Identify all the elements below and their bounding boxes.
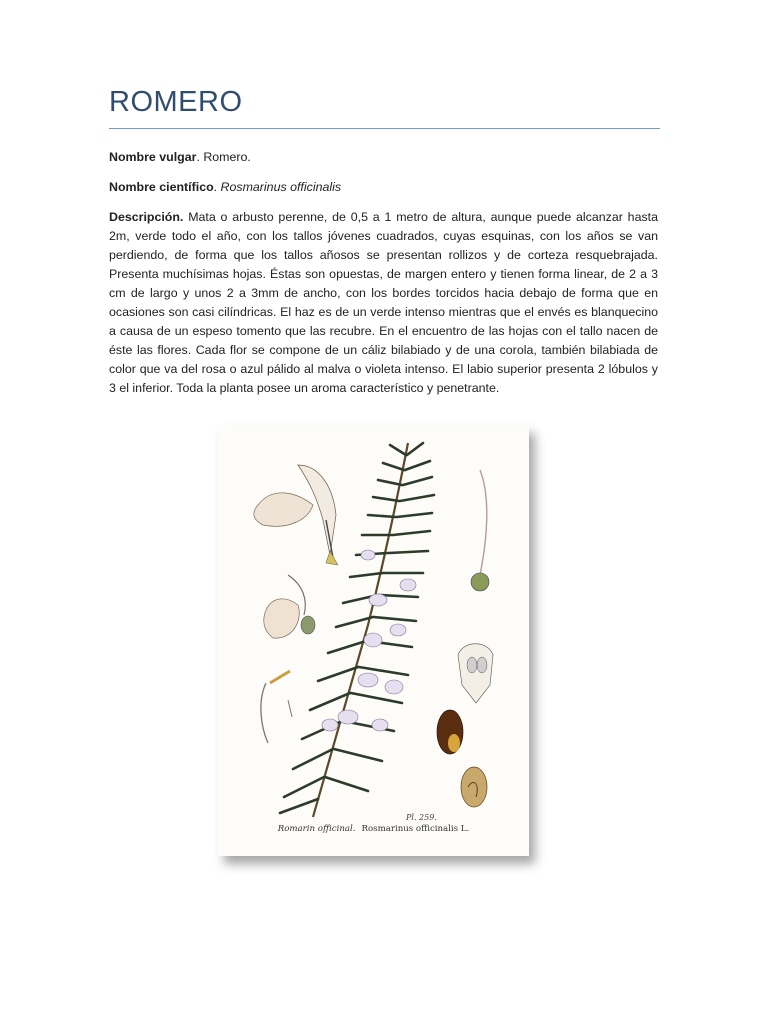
- description-paragraph: [109, 208, 658, 398]
- vulgar-name-label: Nombre vulgar: [109, 150, 197, 164]
- figure-caption: [218, 824, 529, 834]
- title-underline: [109, 128, 660, 129]
- scientific-name-paragraph: Nombre científico. Rosmarinus officinalis: [109, 180, 342, 194]
- page-title: ROMERO: [109, 86, 243, 118]
- caption-latin-name: Rosmarinus officinalis L.: [361, 824, 470, 834]
- vulgar-name-paragraph: [109, 148, 658, 167]
- description-label: Descripción.: [109, 210, 184, 224]
- vulgar-name-value: . Romero.: [196, 150, 251, 164]
- scientific-name-label: Nombre científico: [109, 180, 214, 194]
- botanical-plate-drawing: [218, 425, 529, 856]
- caption-french-name: Romarin officinal.: [277, 824, 356, 834]
- rosemary-botanical-illustration: [218, 425, 529, 856]
- description-text: Mata o arbusto perenne, de 0,5 a 1 metro de altura, aunque puede alcanzar hasta 2m, verde todo el año, con los tallos jóvenes cuadrados, cuyas esquinas, con los años se van perdiendo, de forma que los tallos añosos se presentan rollizos y de corteza resquebrajada. Presenta muchísimas hojas. Éstas son opuestas, de margen entero y tienen forma linear, de 2 a 3 cm de largo y unos 2 a 3mm de ancho, con los bordes torcidos hacia debajo de forma que en ocasiones son casi cilíndricas. El haz es de un verde intenso mientras que el envés es blanquecino a causa de un espeso tomento que las recubre. En el encuentro de las hojas con el tallo nacen de éste las flores. Cada flor se compone de un cáliz bilabiado y de una corola, también bilabiada de color que va del rosa o azul pálido al malva o violeta intenso. El labio superior presenta 2 lóbulos y 3 el inferior. Toda la planta posee un aroma característico y penetrante.: [109, 210, 658, 395]
- scientific-name-value: Rosmarinus officinalis: [220, 180, 342, 194]
- plate-number: Pl. 259.: [406, 813, 437, 822]
